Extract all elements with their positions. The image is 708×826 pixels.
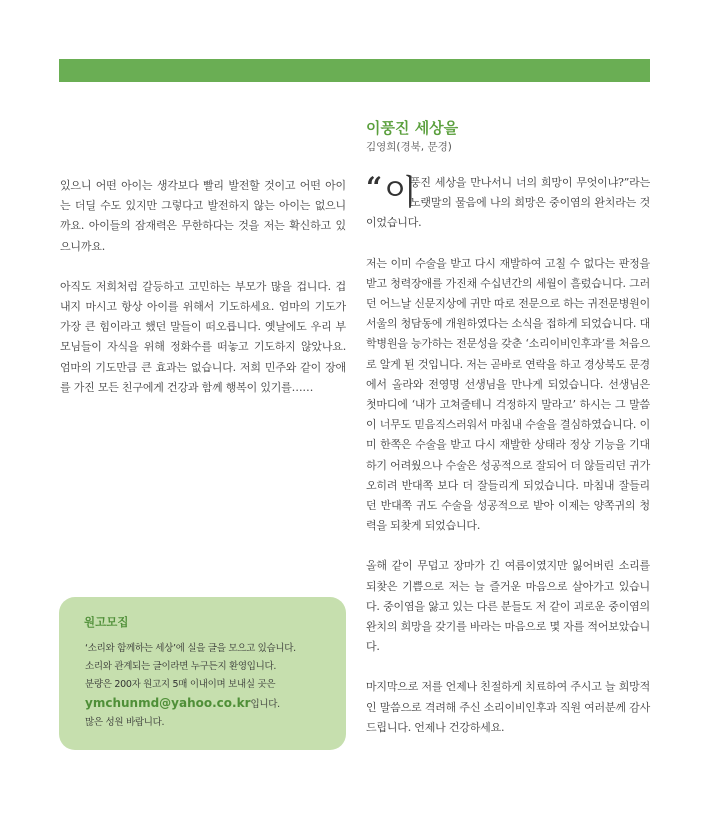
open-quote-mark: “: [366, 171, 382, 204]
submission-notice-title: 원고모집: [84, 615, 129, 629]
left-paragraph-1: 있으니 어떤 아이는 생각보다 빨리 발전할 것이고 어떤 아이는 더딜 수도 있지만 그렇다고 발전하지 않는 아이는 없으니까요. 아이들의 잠재력은 무한하다는 것을 저는 확신하고 있으니까요.: [60, 179, 346, 253]
left-paragraph-2: 아직도 저희처럼 갈등하고 고민하는 부모가 많을 겁니다. 겁내지 마시고 항상 아이를 위해서 기도하세요. 엄마의 기도가 가장 큰 힘이라고 했던 말들이 떠오릅니다. 옛날에도 우리 부모님들이 자식을 위해 정화수를 떠놓고 기도하지 않았나요. 엄마의 기도만큼 큰 효과는 없습니다. 저희 민주와 같이 장애를 가진 모든 친구에게 건강과 함께 행복이 있기를……: [60, 279, 346, 394]
notice-line-1: ‘소리와 함께하는 세상’에 실을 글을 모으고 있습니다.: [85, 643, 296, 654]
notice-line-3: 분량은 200자 원고지 5매 이내이며 보내실 곳은: [85, 679, 276, 690]
email-link[interactable]: ymchunmd@yahoo.co.kr: [85, 696, 251, 710]
article-author: 김영희(경북, 문경): [366, 141, 452, 153]
article-paragraph-1: [366, 173, 650, 234]
header-green-bar: [59, 59, 650, 82]
article-title: 이풍진 세상을: [366, 119, 459, 137]
notice-line-5: 많은 성원 바랍니다.: [85, 717, 165, 728]
submission-notice-box: [59, 597, 346, 750]
dropcap-block: [366, 171, 417, 213]
submission-notice-text: [85, 640, 340, 732]
notice-line-4: [85, 694, 340, 714]
left-column: [60, 176, 346, 418]
article-paragraph-2: 저는 이미 수술을 받고 다시 재발하여 고칠 수 없다는 판정을 받고 청력장애를 가진채 수십년간의 세월이 흘렀습니다. 그러던 어느날 신문지상에 귀만 따로 전문으로 하는 귀전문병원이 서울의 청담동에 개원하였다는 소식을 접하게 되었습니다. 대학병원을 능가하는 전문성을 갖춘 ‘소리이비인후과’를 처음으로 알게 된 것입니다. 저는 곧바로 연락을 하고 경상북도 문경에서 올라와 전영명 선생님을 만나게 되었습니다. 선생님은 첫마디에 ‘내가 고쳐줄테니 걱정하지 말라고’ 하시는 그 말씀이 너무도 믿음직스러워서 마침내 수술을 결심하였습니다. 이미 한쪽은 수술을 받고 다시 재발한 상태라 정상 기능을 기대하기 어려웠으나 수술은 성공적으로 잘되어 더 않들리던 귀가 오히려 반대쪽 보다 더 잘들리게 되었습니다. 마침내 잘들리던 반대쪽 귀도 수술을 성공적으로 받아 이제는 양쪽귀의 청력을 되찾게 되었습니다.: [366, 256, 650, 533]
dropcap-letter: 이: [384, 173, 417, 213]
article-body: [366, 173, 650, 758]
article-paragraph-1-text: 풍진 세상을 만나서니 너의 희망이 무엇이냐?”라는 노랫말의 물음에 나의 희망은 중이염의 완치라는 것이었습니다.: [366, 176, 650, 230]
notice-line-2: 소리와 관계되는 글이라면 누구든지 환영입니다.: [85, 661, 277, 672]
article-paragraph-3: 올해 같이 무덥고 장마가 긴 여름이였지만 잃어버린 소리를 되찾은 기쁨으로 저는 늘 즐거운 마음으로 살아가고 있습니다. 중이염을 앓고 있는 다른 분들도 저 같이 괴로운 중이염의 완치의 희망을 갖기를 바라는 마음으로 몇 자를 적어보았습니다.: [366, 559, 650, 654]
article-paragraph-4: 마지막으로 저를 언제나 친절하게 치료하여 주시고 늘 희망적인 말씀으로 격려해 주신 소리이비인후과 직원 여러분께 감사드립니다. 언제나 건강하세요.: [366, 680, 650, 734]
email-suffix: 입니다.: [250, 699, 280, 710]
